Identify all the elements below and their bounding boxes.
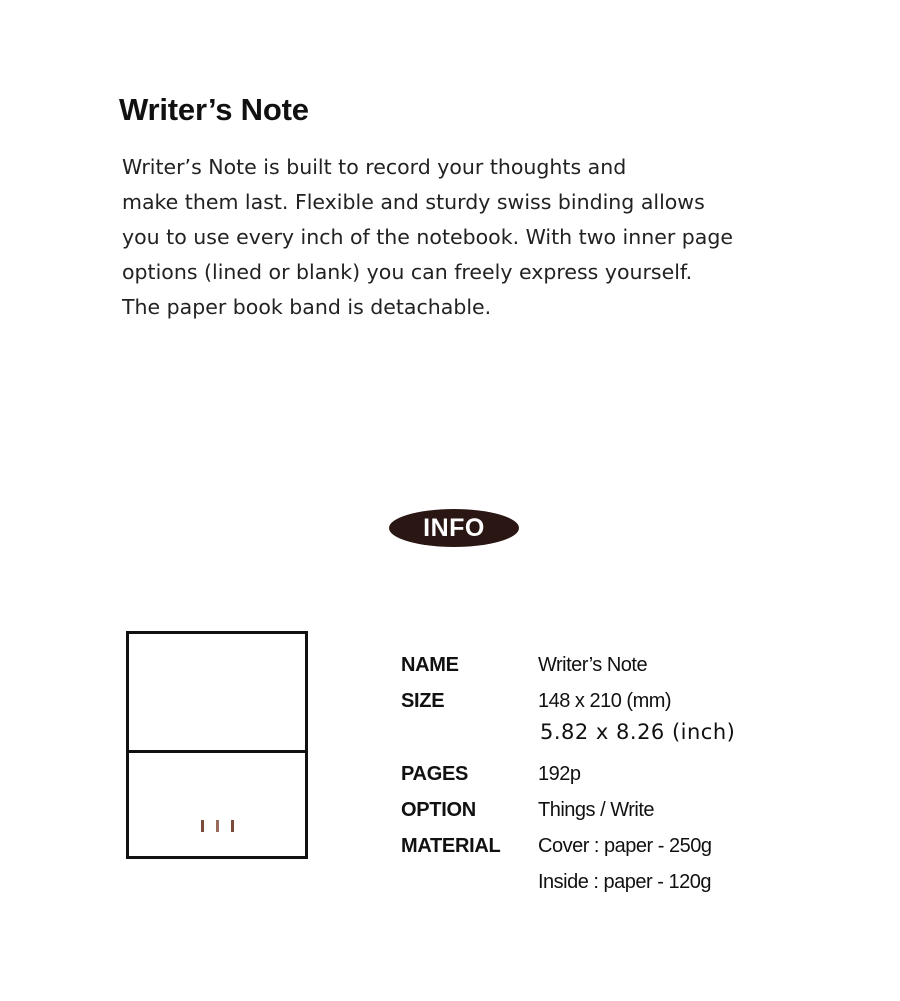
spec-value: Writer’s Note <box>538 654 648 676</box>
band-mark <box>231 820 234 832</box>
description-line: you to use every inch of the notebook. With two inner page <box>122 225 733 249</box>
spec-label: MATERIAL <box>401 835 501 857</box>
spec-value: Things / Write <box>538 799 654 821</box>
spec-label: SIZE <box>401 690 445 712</box>
band-mark <box>216 820 219 832</box>
info-badge: INFO <box>389 509 519 547</box>
band-marks <box>201 820 237 832</box>
product-description <box>122 150 822 325</box>
book-band-line <box>129 750 305 753</box>
product-title: Writer’s Note <box>119 92 309 127</box>
spec-label: OPTION <box>401 799 476 821</box>
spec-value: Cover : paper - 250g <box>538 835 712 857</box>
spec-value: 192p <box>538 763 581 785</box>
spec-label: PAGES <box>401 763 469 785</box>
spec-value: 5.82 x 8.26 (inch) <box>540 720 736 744</box>
spec-value: 148 x 210 (mm) <box>538 690 672 712</box>
spec-value: Inside : paper - 120g <box>538 871 711 893</box>
description-line: options (lined or blank) you can freely express yourself. <box>122 260 693 284</box>
notebook-outline-icon <box>126 631 308 859</box>
description-line: The paper book band is detachable. <box>122 295 492 319</box>
spec-label: NAME <box>401 654 459 676</box>
description-line: Writer’s Note is built to record your thoughts and <box>122 155 627 179</box>
band-mark <box>201 820 204 832</box>
description-line: make them last. Flexible and sturdy swiss binding allows <box>122 190 705 214</box>
